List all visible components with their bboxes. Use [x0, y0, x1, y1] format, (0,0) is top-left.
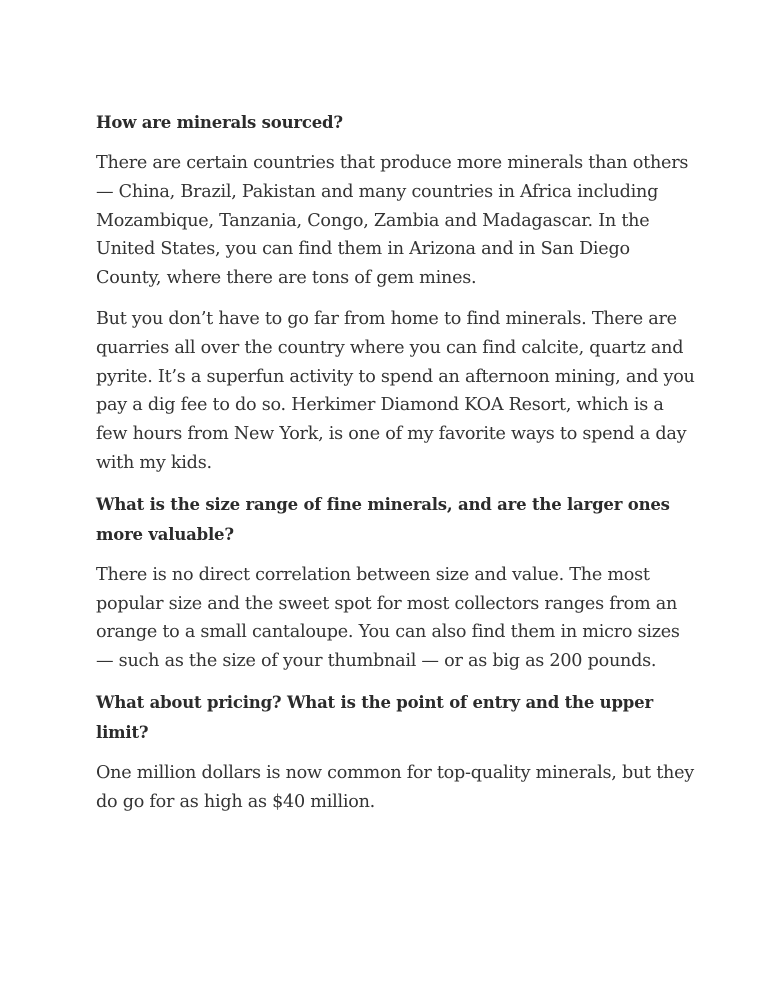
answer-paragraph: One million dollars is now common for top-quality minerals, but they do go for as high as $40 million.: [96, 762, 694, 812]
answer-paragraph: There are certain countries that produce more minerals than others — China, Brazil, Pakistan and many countries in Africa including Mozambique, Tanzania, Congo, Zambia and Madagascar. In the United States, you can find them in Arizona and in San Diego County, where there are tons of gem mines.: [96, 153, 689, 289]
article-body: [96, 108, 696, 829]
answer-paragraph: But you don’t have to go far from home to find minerals. There are quarries all over the country where you can find calcite, quartz and pyrite. It’s a superfun activity to spend an afternoon mining, and you pay a dig fee to do so. Herkimer Diamond KOA Resort, which is a few hours from New York, is one of my favorite ways to spend a day with my kids.: [96, 308, 695, 473]
question-heading: What about pricing? What is the point of entry and the upper limit?: [96, 692, 653, 742]
question-heading: What is the size range of fine minerals, and are the larger ones more valuable?: [96, 494, 670, 544]
question-heading: How are minerals sourced?: [96, 113, 343, 132]
answer-paragraph: There is no direct correlation between size and value. The most popular size and the sweet spot for most collectors ranges from an orange to a small cantaloupe. You can also find them in micro sizes — such as the size of your thumbnail — or as big as 200 pounds.: [96, 564, 680, 672]
